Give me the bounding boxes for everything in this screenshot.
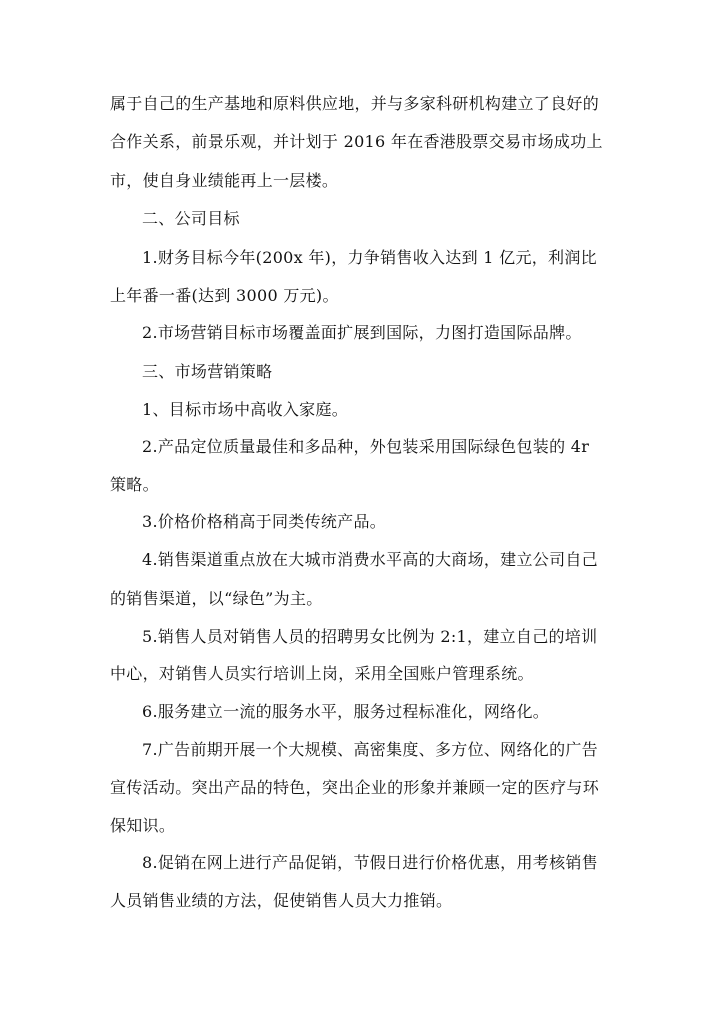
paragraph-line: 的销售渠道，以“绿色”为主。 <box>110 589 323 608</box>
paragraph-line: 人员销售业绩的方法，促使销售人员大力推销。 <box>110 891 453 910</box>
paragraph-line: 4.销售渠道重点放在大城市消费水平高的大商场，建立公司自己 <box>142 550 598 569</box>
paragraph-line: 2.产品定位质量最佳和多品种，外包装采用国际绿色包装的 4r <box>142 437 590 456</box>
section-heading: 二、公司目标 <box>142 209 240 228</box>
paragraph-line: 市，使自身业绩能再上一层楼。 <box>110 171 339 190</box>
paragraph-line: 5.销售人员对销售人员的招聘男女比例为 2:1，建立自己的培训 <box>142 627 598 646</box>
paragraph-line: 3.价格价格稍高于同类传统产品。 <box>142 512 387 531</box>
paragraph-line: 合作关系，前景乐观，并计划于 2016 年在香港股票交易市场成功上 <box>110 132 603 151</box>
paragraph-line: 8.促销在网上进行产品促销，节假日进行价格优惠，用考核销售 <box>142 853 598 872</box>
paragraph-line: 2.市场营销目标市场覆盖面扩展到国际，力图打造国际品牌。 <box>142 323 582 342</box>
paragraph-line: 1.财务目标今年(200x 年)，力争销售收入达到 1 亿元，利润比 <box>142 248 597 267</box>
paragraph-line: 保知识。 <box>110 816 176 835</box>
paragraph-line: 7.广告前期开展一个大规模、高密集度、多方位、网络化的广告 <box>142 740 598 759</box>
section-heading: 三、市场营销策略 <box>142 362 273 381</box>
paragraph-line: 策略。 <box>110 475 159 494</box>
paragraph-line: 6.服务建立一流的服务水平，服务过程标准化，网络化。 <box>142 702 550 721</box>
paragraph-line: 中心，对销售人员实行培训上岗，采用全国账户管理系统。 <box>110 664 534 683</box>
paragraph-line: 宣传活动。突出产品的特色，突出企业的形象并兼顾一定的医疗与环 <box>110 778 600 797</box>
paragraph-line: 1、目标市场中高收入家庭。 <box>142 400 349 419</box>
paragraph-line: 属于自己的生产基地和原料供应地，并与多家科研机构建立了良好的 <box>110 94 600 113</box>
paragraph-line: 上年番一番(达到 3000 万元)。 <box>110 286 339 305</box>
